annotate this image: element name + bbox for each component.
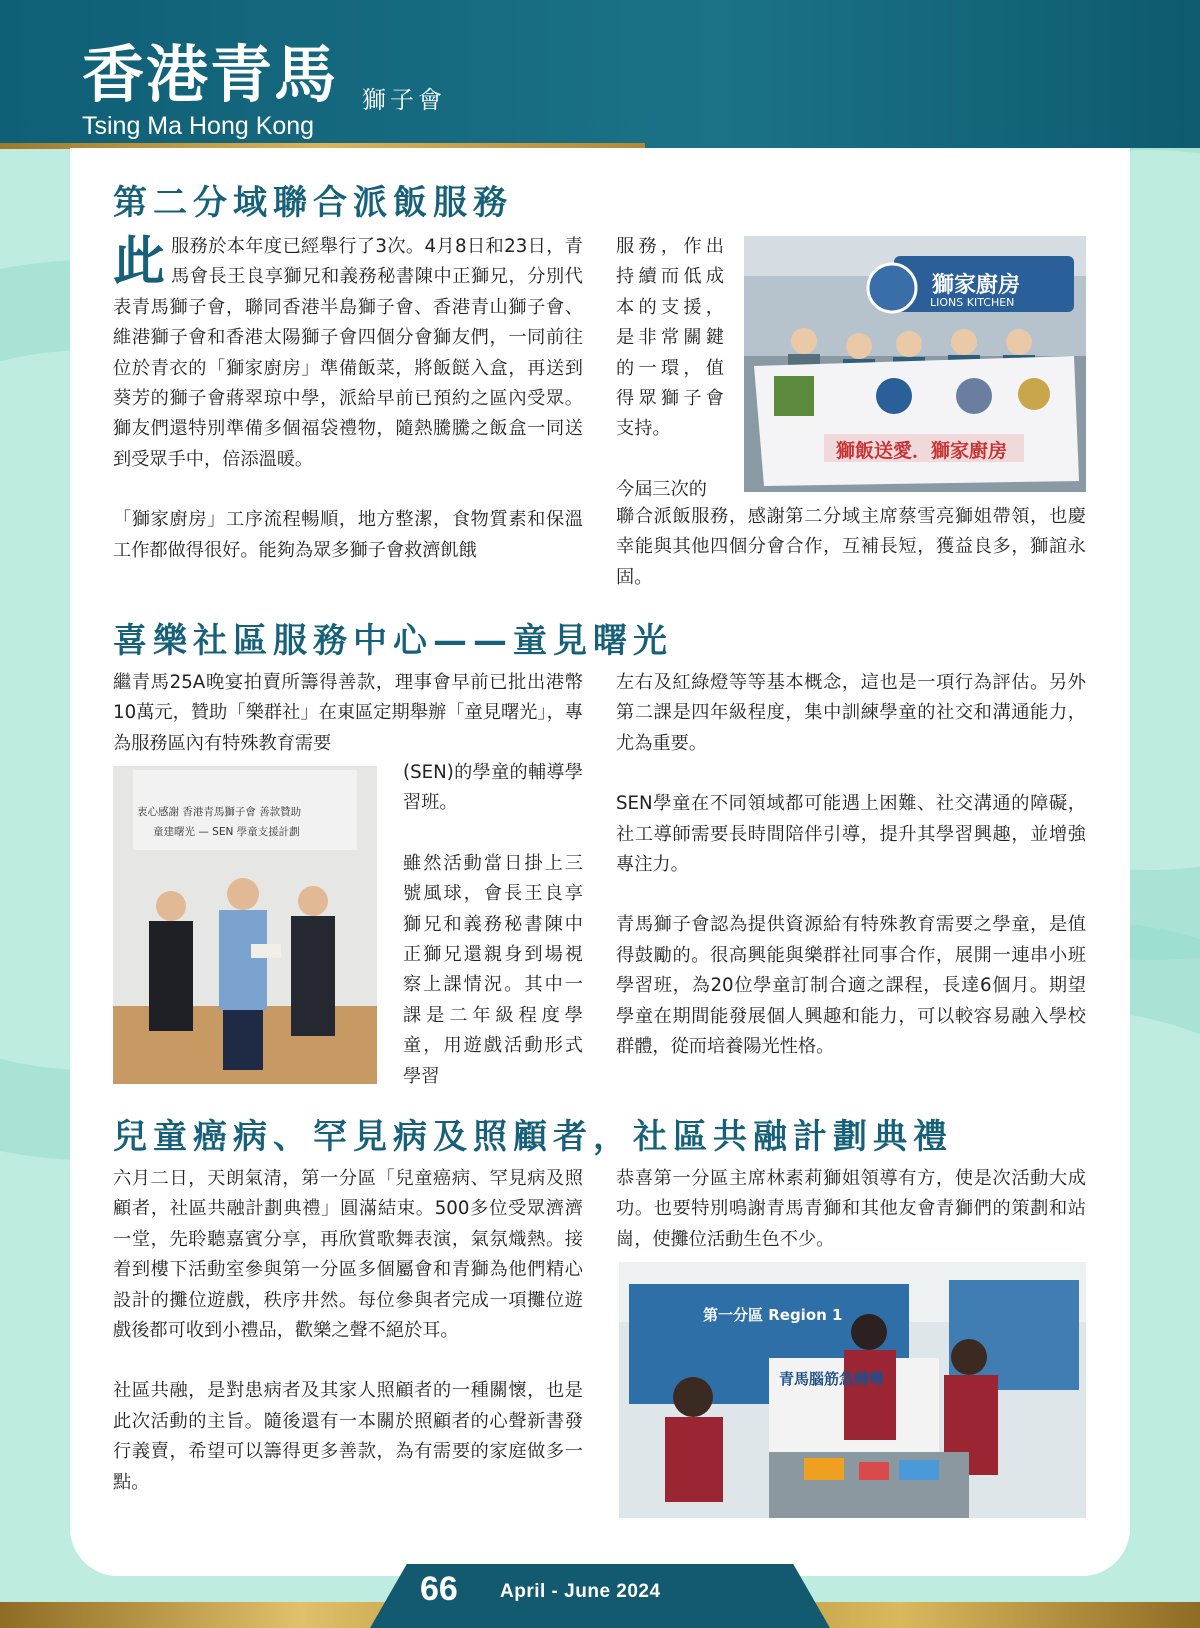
paragraph: SEN學童在不同領域都可能遇上困難、社交溝通的障礙，社工導師需要長時間陪伴引導，提升其學習興趣，並增強專注力。 [616, 793, 1086, 876]
masthead-subtitle: 獅子會 [362, 86, 446, 114]
photo-lions-kitchen [744, 236, 1086, 492]
photo-game-booth [619, 1262, 1086, 1518]
photo-sign-text: 獅家廚房 [932, 273, 1021, 298]
paragraph: 服務，作出持續而低成本的支援，是非常關鍵的一環，值得眾獅子會支持。 [616, 236, 724, 440]
paragraph: 左右及紅綠燈等等基本概念，這也是一項行為評估。另外第二課是四年級程度，集中訓練學童的社交和溝通能力，尤為重要。 [616, 672, 1086, 754]
section3-column-right [616, 1164, 1086, 1255]
section1-column-right-wide [616, 502, 1086, 593]
page-number: 66 [420, 1570, 458, 1608]
photo-sign-english: LIONS KITCHEN [930, 296, 1015, 309]
paragraph: 「獅家廚房」工序流程暢順，地方整潔，食物質素和保溫工作都做得很好。能夠為眾多獅子會救濟飢餓 [113, 509, 583, 561]
photo-sign-game: 青馬腦筋急轉彎 [779, 1370, 885, 1388]
photo-banner-line2: 童建曙光 — SEN 學童支援計劃 [153, 826, 300, 838]
masthead [0, 0, 1200, 148]
photo-banner-text: 獅飯送愛．獅家廚房 [836, 440, 1008, 462]
paragraph: 六月二日，天朗氣清，第一分區「兒童癌病、罕見病及照顧者，社區共融計劃典禮」圓滿結束。500多位受眾濟濟一堂，先聆聽嘉賓分享，再欣賞歌舞表演，氣氛熾熱。接着到樓下活動室參與第一分區多個屬會和青獅為他們精心設計的攤位遊戲，秩序井然。每位參與者完成一項攤位遊戲後都可收到小禮品，歡樂之聲不絕於耳。 [113, 1168, 583, 1342]
section3-title: 兒童癌病、罕見病及照顧者，社區共融計劃典禮 [113, 1117, 953, 1157]
photo-sign-region: 第一分區 Region 1 [703, 1306, 843, 1324]
photo-banner-line1: 衷心感謝 香港青馬獅子會 善款贊助 [137, 806, 302, 818]
section1-column-left [113, 232, 583, 566]
section2-column-left-side [403, 758, 583, 1092]
section2-title: 喜樂社區服務中心——童見曙光 [113, 621, 673, 661]
issue-date: April - June 2024 [500, 1581, 661, 1602]
paragraph: 青馬獅子會認為提供資源給有特殊教育需要之學童，是值得鼓勵的。很高興能與樂群社同事合作，展開一連串小班學習班，為20位學童訂制合適之課程，長達6個月。期望學童在期間能發展個人興趣和能力，可以較容易融入學校群體，從而培養陽光性格。 [616, 914, 1086, 1058]
section2-column-right [616, 668, 1086, 1062]
paragraph: 雖然活動當日掛上三號風球，會長王良享獅兄和義務秘書陳中正獅兄還親身到場視察上課情況。其中一課是二年級程度學童，用遊戲活動形式學習 [403, 852, 583, 1087]
paragraph: (SEN)的學童的輔導學習班。 [403, 762, 583, 814]
masthead-title: 香港青馬 [82, 38, 339, 111]
paragraph: 聯合派飯服務，感謝第二分域主席蔡雪亮獅姐帶領，也慶幸能與其他四個分會合作，互補長短，獲益良多，獅誼永固。 [616, 506, 1086, 588]
paragraph: 恭喜第一分區主席林素莉獅姐領導有方，使是次活動大成功。也要特別鳴謝青馬青獅和其他友會青獅們的策劃和站崗，使攤位活動生色不少。 [616, 1168, 1086, 1250]
section3-column-left [113, 1164, 583, 1498]
paragraph: 今屆三次的 [616, 478, 707, 500]
section1-column-right-narrow [616, 232, 724, 505]
paragraph: 繼青馬25A晚宴拍賣所籌得善款，理事會早前已批出港幣10萬元，贊助「樂群社」在東區定期舉辦「童見曙光」，專為服務區內有特殊教育需要 [113, 672, 583, 754]
section1-title: 第二分域聯合派飯服務 [113, 183, 513, 223]
section2-column-left-top [113, 668, 583, 759]
masthead-english-title: Tsing Ma Hong Kong [82, 112, 315, 140]
paragraph: 社區共融，是對患病者及其家人照顧者的一種關懷，也是此次活動的主旨。隨後還有一本關於照顧者的心聲新書發行義賣，希望可以籌得更多善款，為有需要的家庭做多一點。 [113, 1380, 583, 1493]
dropcap: 此 [113, 232, 166, 292]
photo-cheque-presentation [113, 766, 377, 1084]
paragraph: 服務於本年度已經舉行了3次。4月8日和23日，青馬會長王良享獅兄和義務秘書陳中正獅兄，分別代表青馬獅子會，聯同香港半島獅子會、香港青山獅子會、維港獅子會和香港太陽獅子會四個分會獅友們，一同前往位於青衣的「獅家廚房」準備飯菜，將飯餸入盒，再送到葵芳的獅子會蔣翠琼中學，派給早前已預約之區內受眾。獅友們還特別準備多個福袋禮物，隨熱騰騰之飯盒一同送到受眾手中，倍添溫暖。 [113, 236, 583, 470]
